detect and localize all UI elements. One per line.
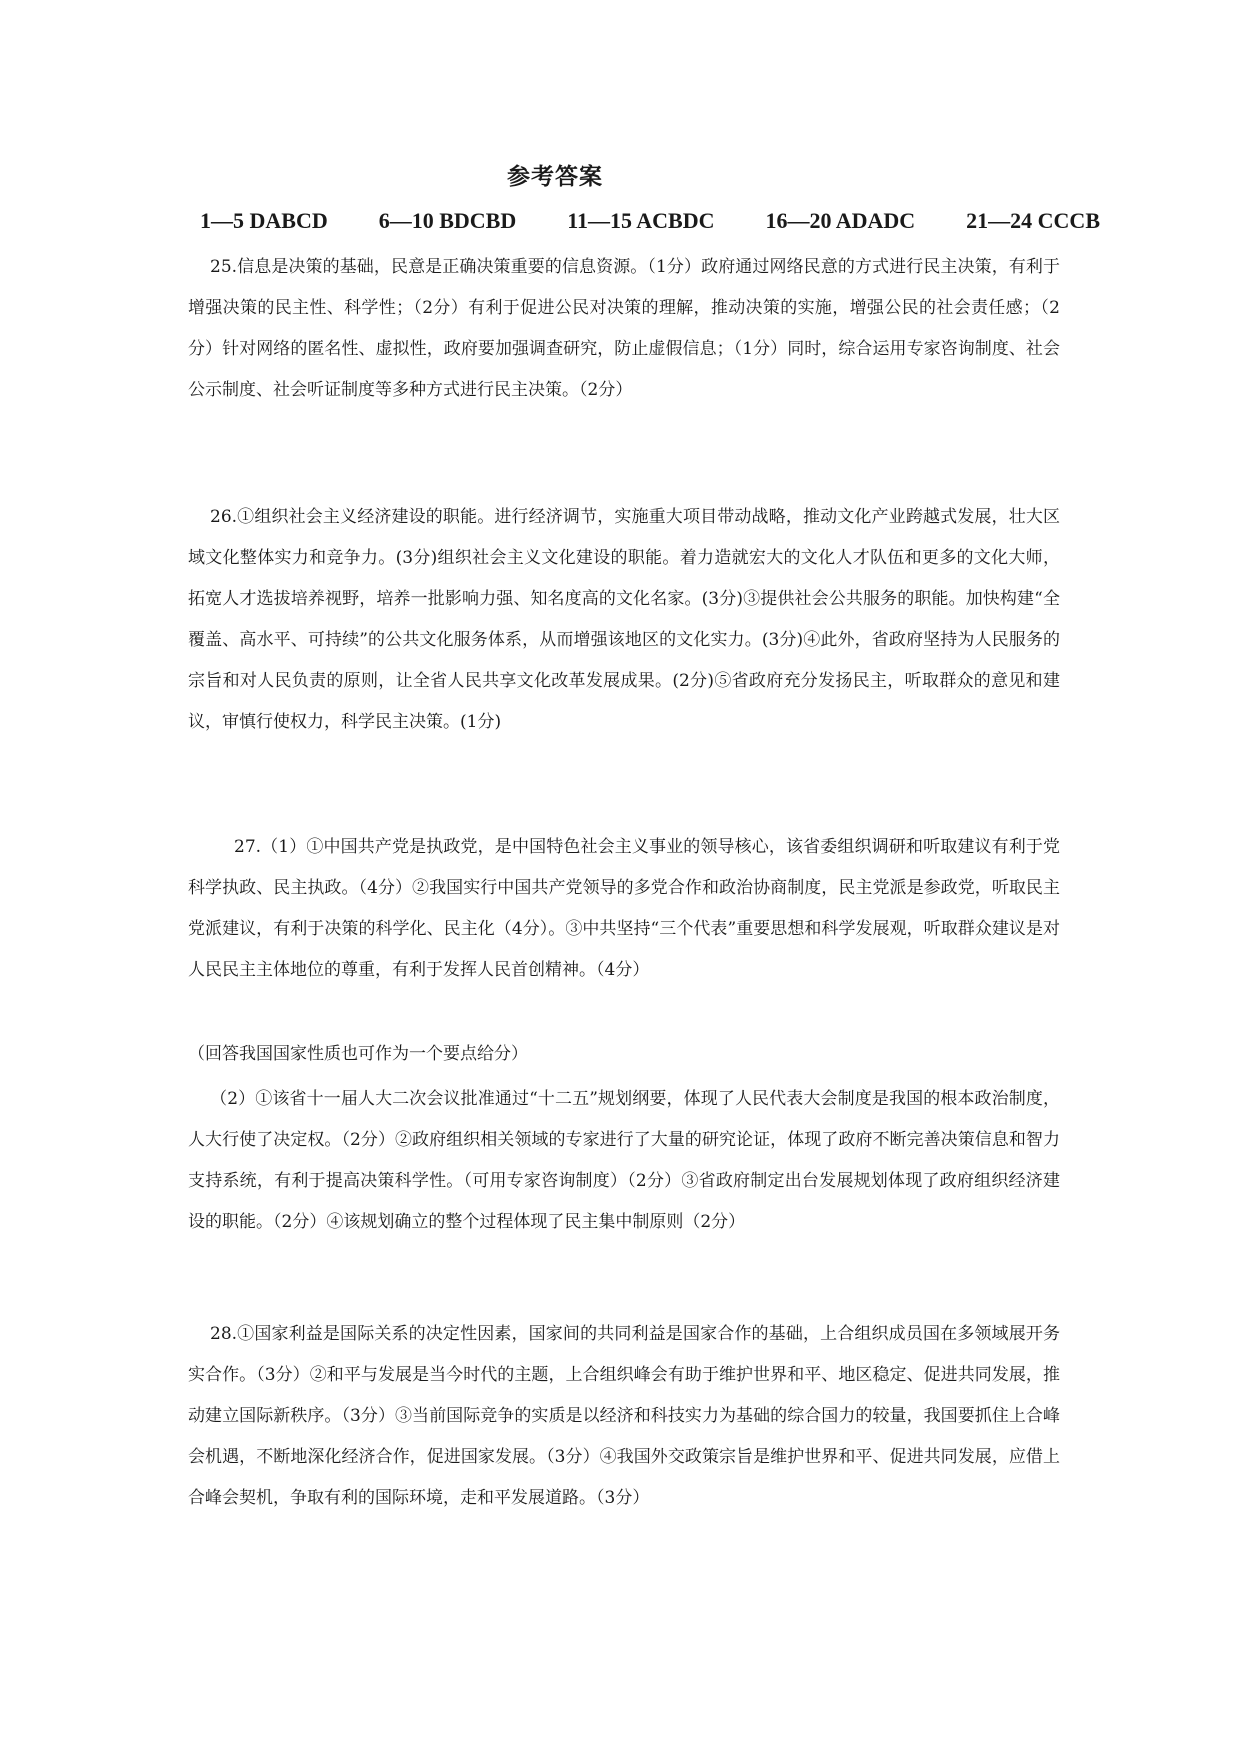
answer-question-27-part-2 bbox=[188, 1079, 1060, 1243]
page-title: 参考答案 bbox=[507, 163, 603, 190]
answer-question-26-text: 26.①组织社会主义经济建设的职能。进行经济调节，实施重大项目带动战略，推动文化产业跨越式发展，壮大区域文化整体实力和竞争力。(3分)组织社会主义文化建设的职能。着力造就宏大的文化人才队伍和更多的文化大师，拓宽人才选拔培养视野，培养一批影响力强、知名度高的文化名家。(3分)③提供社会公共服务的职能。加快构建“全覆盖、高水平、可持续”的公共文化服务体系，从而增强该地区的文化实力。(3分)④此外，省政府坚持为人民服务的宗旨和对人民负责的原则，让全省人民共享文化改革发展成果。(2分)⑤省政府充分发扬民主，听取群众的意见和建议，审慎行使权力，科学民主决策。(1分) bbox=[188, 507, 1060, 732]
answer-group-1-5: 1—5 DABCD bbox=[200, 208, 328, 233]
answer-group-6-10: 6—10 BDCBD bbox=[378, 208, 517, 233]
answer-question-27-note: （回答我国国家性质也可作为一个要点给分） bbox=[188, 1044, 528, 1064]
answer-group-11-15: 11—15 ACBDC bbox=[567, 208, 715, 233]
answer-question-28-text: 28.①国家利益是国际关系的决定性因素，国家间的共同利益是国家合作的基础，上合组织成员国在多领域展开务实合作。（3分）②和平与发展是当今时代的主题，上合组织峰会有助于维护世界和平、地区稳定、促进共同发展，推动建立国际新秩序。（3分）③当前国际竞争的实质是以经济和科技实力为基础的综合国力的较量，我国要抓住上合峰会机遇，不断地深化经济合作，促进国家发展。（3分）④我国外交政策宗旨是维护世界和平、促进共同发展，应借上合峰会契机，争取有利的国际环境，走和平发展道路。（3分） bbox=[188, 1324, 1060, 1508]
answer-question-27-part-1-text: 27.（1）①中国共产党是执政党，是中国特色社会主义事业的领导核心，该省委组织调研和听取建议有利于党科学执政、民主执政。（4分）②我国实行中国共产党领导的多党合作和政治协商制度，民主党派是参政党，听取民主党派建议，有利于决策的科学化、民主化（4分）。③中共坚持“三个代表”重要思想和科学发展观，听取群众建议是对人民民主主体地位的尊重，有利于发挥人民首创精神。（4分） bbox=[188, 837, 1060, 980]
answer-question-26 bbox=[188, 497, 1060, 743]
answer-group-16-20: 16—20 ADADC bbox=[765, 208, 916, 233]
answer-question-28 bbox=[188, 1314, 1060, 1519]
answer-question-25-text: 25.信息是决策的基础，民意是正确决策重要的信息资源。（1分）政府通过网络民意的方式进行民主决策，有利于增强决策的民主性、科学性；（2分）有利于促进公民对决策的理解，推动决策的实施，增强公民的社会责任感；（2分）针对网络的匿名性、虚拟性，政府要加强调查研究，防止虚假信息；（1分）同时，综合运用专家咨询制度、社会公示制度、社会听证制度等多种方式进行民主决策。（2分） bbox=[188, 257, 1060, 400]
multiple-choice-answer-key bbox=[200, 208, 1100, 234]
answer-question-27-part-2-text: （2）①该省十一届人大二次会议批准通过“十二五”规划纲要，体现了人民代表大会制度是我国的根本政治制度，人大行使了决定权。（2分）②政府组织相关领域的专家进行了大量的研究论证，体现了政府不断完善决策信息和智力支持系统，有利于提高决策科学性。（可用专家咨询制度）（2分）③省政府制定出台发展规划体现了政府组织经济建设的职能。（2分）④该规划确立的整个过程体现了民主集中制原则（2分） bbox=[188, 1089, 1060, 1232]
answer-question-27-part-1 bbox=[188, 827, 1060, 991]
answer-question-25 bbox=[188, 247, 1060, 411]
answer-group-21-24: 21—24 CCCB bbox=[966, 208, 1100, 233]
